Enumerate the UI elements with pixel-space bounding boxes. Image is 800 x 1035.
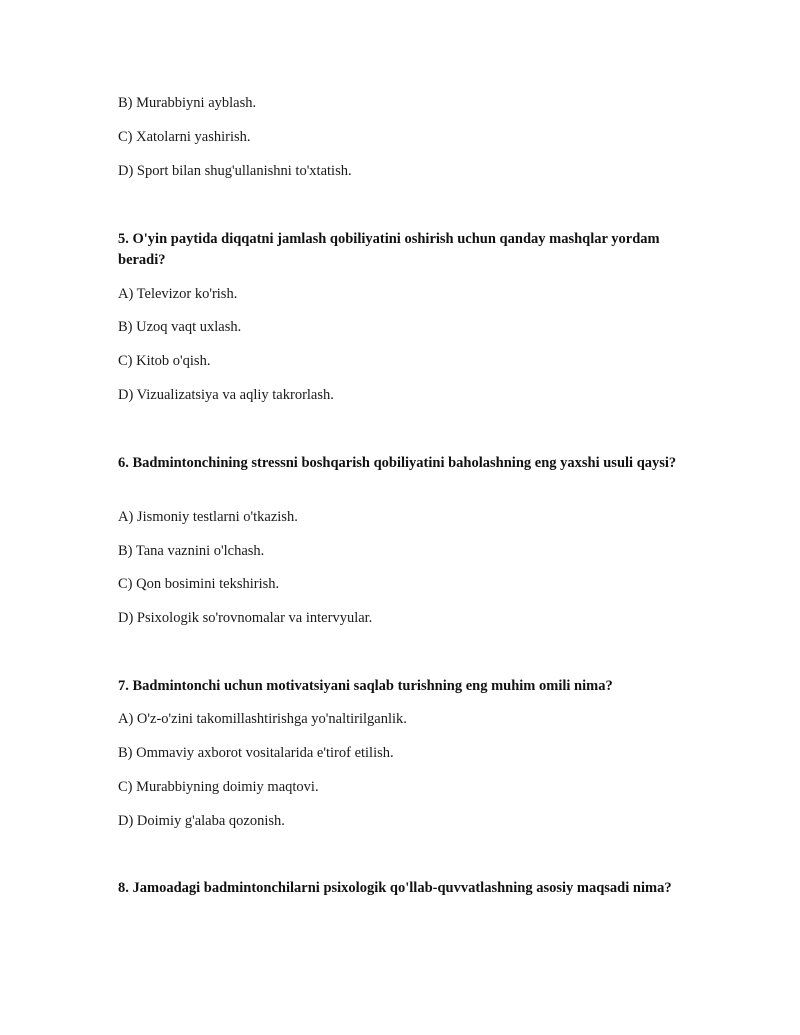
option-6d: D) Psixologik so'rovnomalar va intervyular. (118, 610, 373, 626)
option-4c: C) Xatolarni yashirish. (118, 129, 251, 145)
option-7d: D) Doimiy g'alaba qozonish. (118, 813, 285, 829)
option-5b: B) Uzoq vaqt uxlash. (118, 319, 242, 335)
option-6c: C) Qon bosimini tekshirish. (118, 576, 280, 592)
option-5c: C) Kitob o'qish. (118, 353, 211, 369)
question-5-heading: 5. O'yin paytida diqqatni jamlash qobiliyatini oshirish uchun qanday mashqlar yordam beradi? (118, 231, 660, 268)
question-7-heading: 7. Badmintonchi uchun motivatsiyani saqlab turishning eng muhim omili nima? (118, 678, 613, 694)
option-7c: C) Murabbiyning doimiy maqtovi. (118, 779, 319, 795)
option-5a: A) Televizor ko'rish. (118, 286, 238, 302)
option-6a: A) Jismoniy testlarni o'tkazish. (118, 509, 298, 525)
option-5d: D) Vizualizatsiya va aqliy takrorlash. (118, 387, 334, 403)
question-8-heading: 8. Jamoadagi badmintonchilarni psixologik qo'llab-quvvatlashning asosiy maqsadi nima? (118, 880, 672, 896)
option-7b: B) Ommaviy axborot vositalarida e'tirof etilish. (118, 745, 394, 761)
option-4b: B) Murabbiyni ayblash. (118, 95, 257, 111)
option-6b: B) Tana vaznini o'lchash. (118, 543, 265, 559)
option-4d: D) Sport bilan shug'ullanishni to'xtatish. (118, 163, 352, 179)
option-7a: A) O'z-o'zini takomillashtirishga yo'naltirilganlik. (118, 711, 407, 727)
question-6-heading: 6. Badmintonchining stressni boshqarish qobiliyatini baholashning eng yaxshi usuli qaysi? (118, 455, 677, 471)
